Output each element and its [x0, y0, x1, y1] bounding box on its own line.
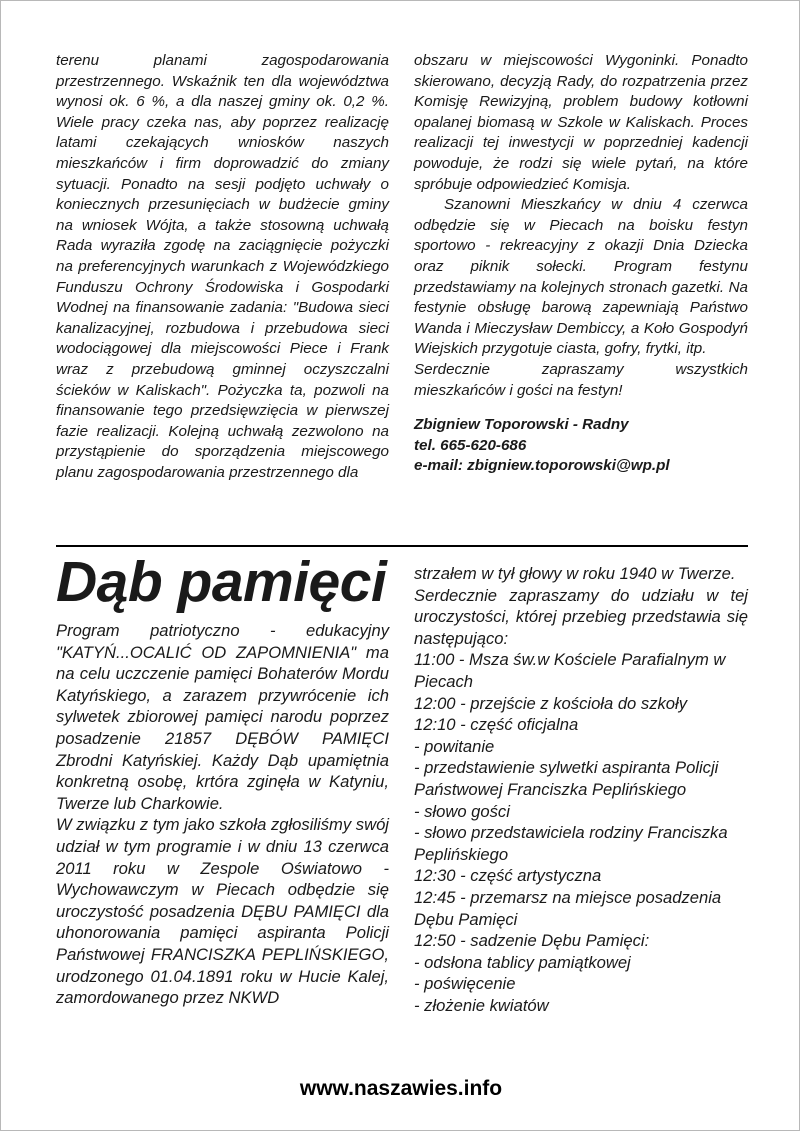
signature-phone: tel. 665-620-686 — [414, 436, 527, 454]
article-invitation: Serdecznie zapraszamy do udziału w tej uroczystości, której przebieg przedstawia się następująco: — [414, 585, 748, 648]
signature-name: Zbigniew Toporowski - Radny — [414, 416, 629, 434]
top-left-column — [56, 51, 389, 483]
council-report-paragraph: terenu planami zagospodarowania przestrzennego. Wskaźnik ten dla województwa wynosi ok. 6 %, a dla naszej gminy ok. 0,2 %. Wiele pracy czeka nas, aby poprzez realizację latami czekających wniosków naszych mieszkańców i firm doprowadzić do zmiany sytuacji. Ponadto na sesji podjęto uchwały o koniecznych przesunięciach w budżecie gminy na wniosek Wójta, a także stosowną uchwałą Rada wyraziła zgodę na zaciągnięcie pożyczki na preferencyjnych warunkach z Wojewódzkiego Funduszu Ochrony Środowiska i Gospodarki Wodnej na finansowanie zadania: "Budowa sieci kanalizacyjnej, rozbudowa i przebudowa sieci wodociągowej dla miejscowości Piece i Frank wraz z przebudową gminnej oczyszczalni ścieków w Kaliskach". Pożyczka ta, pozwoli na finansowanie tego przedsięwzięcia w pierwszej fazie realizacji. Kolejną uchwałą zezwolono na przystąpienie do sporządzenia miejscowego planu zagospodarowania przestrzennego dla — [56, 52, 389, 481]
council-report-continuation: obszaru w miejscowości Wygoninki. Ponadto skierowano, decyzją Rady, do rozpatrzenia przez Komisję Rewizyjną, problem budowy kotłowni opalanej biomasą w Szkole w Kaliskach. Proces realizacji tej inwestycji w poprzedniej kadencji powoduje, że rodzi się wiele pytań, na które spróbuje odpowiedzieć Komisja. — [414, 52, 748, 193]
article-left-column — [56, 620, 389, 1009]
program-item: - słowo gości — [414, 801, 510, 821]
article-school-paragraph: W związku z tym jako szkoła zgłosiliśmy swój udział w tym programie i w dniu 13 czerwca 2011 roku w Zespole Oświatowo - Wychowawczym w Piecach odbędzie się uroczystość posadzenia DĘBU PAMIĘCI dla uhonorowania pamięci aspiranta Policji Państwowej FRANCISZKA PEPLIŃSKIEGO, urodzonego 01.04.1891 roku w Hucie Kalej, zamordowanego przez NKWD — [56, 815, 389, 1008]
program-item: 12:10 - część oficjalna — [414, 715, 579, 735]
article-right-column — [414, 563, 748, 1016]
program-item: 11:00 - Msza św.w Kościele Parafialnym w Piecach — [414, 650, 726, 691]
program-item: 12:50 - sadzenie Dębu Pamięci: — [414, 931, 650, 951]
section-divider — [56, 545, 748, 547]
article-intro-paragraph: Program patriotyczno - edukacyjny "KATYŃ...OCALIĆ OD ZAPOMNIENIA" ma na celu uczczenie pamięci Bohaterów Mordu Katyńskiego, a zarazem przywrócenie ich sylwetek zbiorowej pamięci narodu poprzez posadzenie 21857 DĘBÓW PAMIĘCI Zbrodni Katyńskiej. Każdy Dąb upamiętnia konkretną osobę, krtóra zginęła w Katyniu, Twerze lub Charkowie. — [56, 621, 389, 813]
program-item: 12:00 - przejście z kościoła do szkoły — [414, 693, 687, 713]
program-item: 12:45 - przemarsz na miejsce posadzenia Dębu Pamięci — [414, 887, 722, 929]
signature-email: e-mail: zbigniew.toporowski@wp.pl — [414, 457, 670, 475]
signature-spacer — [414, 401, 748, 415]
program-item: - przedstawienie sylwetki aspiranta Policji Państwowej Franciszka Peplińskiego — [414, 758, 719, 799]
article-continuation: strzałem w tył głowy w roku 1940 w Twerze. — [414, 564, 736, 583]
program-item: - słowo przedstawiciela rodziny Franciszka Peplińskiego — [414, 823, 728, 864]
program-item: - poświęcenie — [414, 974, 516, 994]
festival-announcement: Szanowni Mieszkańcy w dniu 4 czerwca odbędzie się w Piecach na boisku festyn sportowo - rekreacyjny z okazji Dnia Dziecka oraz piknik sołecki. Program festynu przedstawiamy na kolejnych stronach gazetki. Na festynie obsługę barową zapewniają Państwo Wanda i Mieczysław Dembiccy, a Koło Gospodyń Wiejskich przygotuje ciasta, gofry, frytki, itp. — [414, 196, 748, 358]
program-item: - złożenie kwiatów — [414, 995, 549, 1015]
article-title: Dąb pamięci — [56, 550, 387, 614]
footer-website: www.naszawies.info — [299, 1077, 503, 1100]
program-item: - odsłona tablicy pamiątkowej — [414, 952, 631, 972]
top-right-column — [414, 51, 748, 477]
program-item: - powitanie — [414, 736, 495, 756]
ceremony-program — [414, 649, 748, 1016]
program-item: 12:30 - część artystyczna — [414, 866, 602, 886]
festival-invitation: Serdecznie zapraszamy wszystkich mieszkańców i gości na festyn! — [414, 360, 748, 399]
